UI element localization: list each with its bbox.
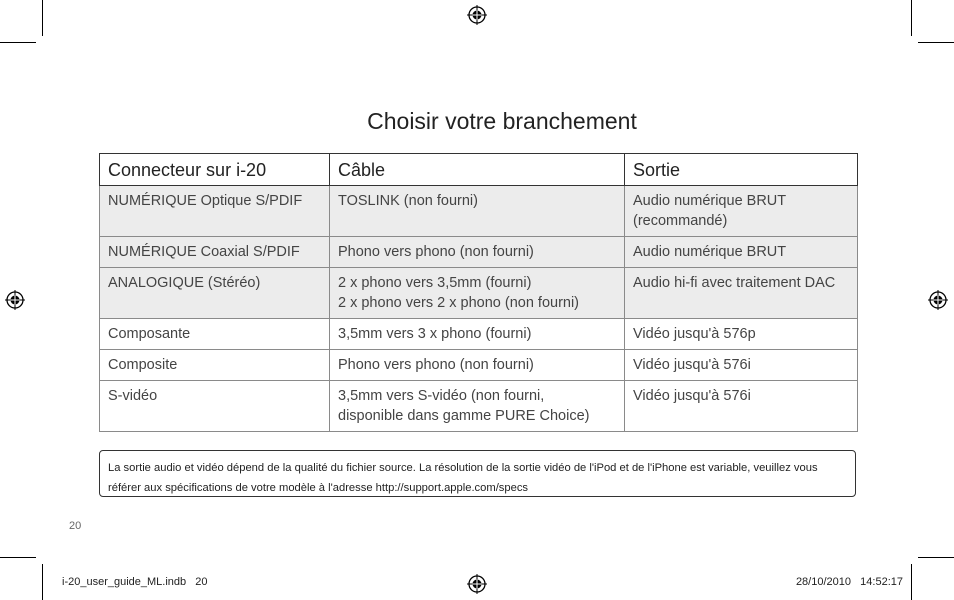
cell-connector: Composite: [100, 350, 330, 381]
table-row: [100, 237, 858, 268]
header-output: Sortie: [625, 154, 858, 186]
registration-mark-icon: [928, 290, 948, 310]
page-number: 20: [69, 520, 82, 532]
page-title: Choisir votre branchement: [367, 108, 637, 134]
cell-connector: Composante: [100, 319, 330, 350]
crop-mark: [918, 42, 954, 43]
cell-output: Audio hi-fi avec traitement DAC: [625, 268, 858, 319]
cell-connector: NUMÉRIQUE Coaxial S/PDIF: [100, 237, 330, 268]
crop-mark: [0, 557, 36, 558]
crop-mark: [911, 0, 912, 36]
cell-output: Audio numérique BRUT (recommandé): [625, 186, 858, 237]
footer-time: 14:52:17: [860, 576, 903, 588]
cell-cable: TOSLINK (non fourni): [330, 186, 625, 237]
note-box: La sortie audio et vidéo dépend de la qualité du fichier source. La résolution de la sortie vidéo de l'iPod et de l'iPhone est variable, veuillez vous référer aux spécifications de votre modèle à l'adresse http://support.apple.com/specs: [99, 450, 856, 497]
footer-filename: i-20_user_guide_ML.indb 20: [62, 576, 208, 588]
cell-connector: S-vidéo: [100, 381, 330, 432]
table-row: [100, 186, 858, 237]
footer-timestamp: [796, 576, 903, 588]
cell-output: Vidéo jusqu'à 576i: [625, 381, 858, 432]
crop-mark: [0, 42, 36, 43]
cell-connector: NUMÉRIQUE Optique S/PDIF: [100, 186, 330, 237]
cell-output: Vidéo jusqu'à 576p: [625, 319, 858, 350]
crop-mark: [911, 564, 912, 600]
cell-connector: ANALOGIQUE (Stéréo): [100, 268, 330, 319]
table-row: [100, 381, 858, 432]
cell-output: Audio numérique BRUT: [625, 237, 858, 268]
header-cable: Câble: [330, 154, 625, 186]
header-connector: Connecteur sur i-20: [100, 154, 330, 186]
crop-mark: [42, 0, 43, 36]
crop-mark: [918, 557, 954, 558]
crop-mark: [42, 564, 43, 600]
cell-cable: Phono vers phono (non fourni): [330, 350, 625, 381]
cell-cable: 3,5mm vers 3 x phono (fourni): [330, 319, 625, 350]
registration-mark-icon: [5, 290, 25, 310]
connection-table: [99, 153, 858, 432]
table-row: [100, 268, 858, 319]
table-body: [100, 186, 858, 432]
cell-cable: 2 x phono vers 3,5mm (fourni) 2 x phono vers 2 x phono (non fourni): [330, 268, 625, 319]
table-header-row: [100, 154, 858, 186]
table-row: [100, 319, 858, 350]
footer-date: 28/10/2010: [795, 576, 851, 588]
cell-cable: Phono vers phono (non fourni): [330, 237, 625, 268]
registration-mark-icon: [467, 574, 487, 594]
cell-cable: 3,5mm vers S-vidéo (non fourni, disponible dans gamme PURE Choice): [330, 381, 625, 432]
registration-mark-icon: [467, 5, 487, 25]
cell-output: Vidéo jusqu'à 576i: [625, 350, 858, 381]
table-row: [100, 350, 858, 381]
